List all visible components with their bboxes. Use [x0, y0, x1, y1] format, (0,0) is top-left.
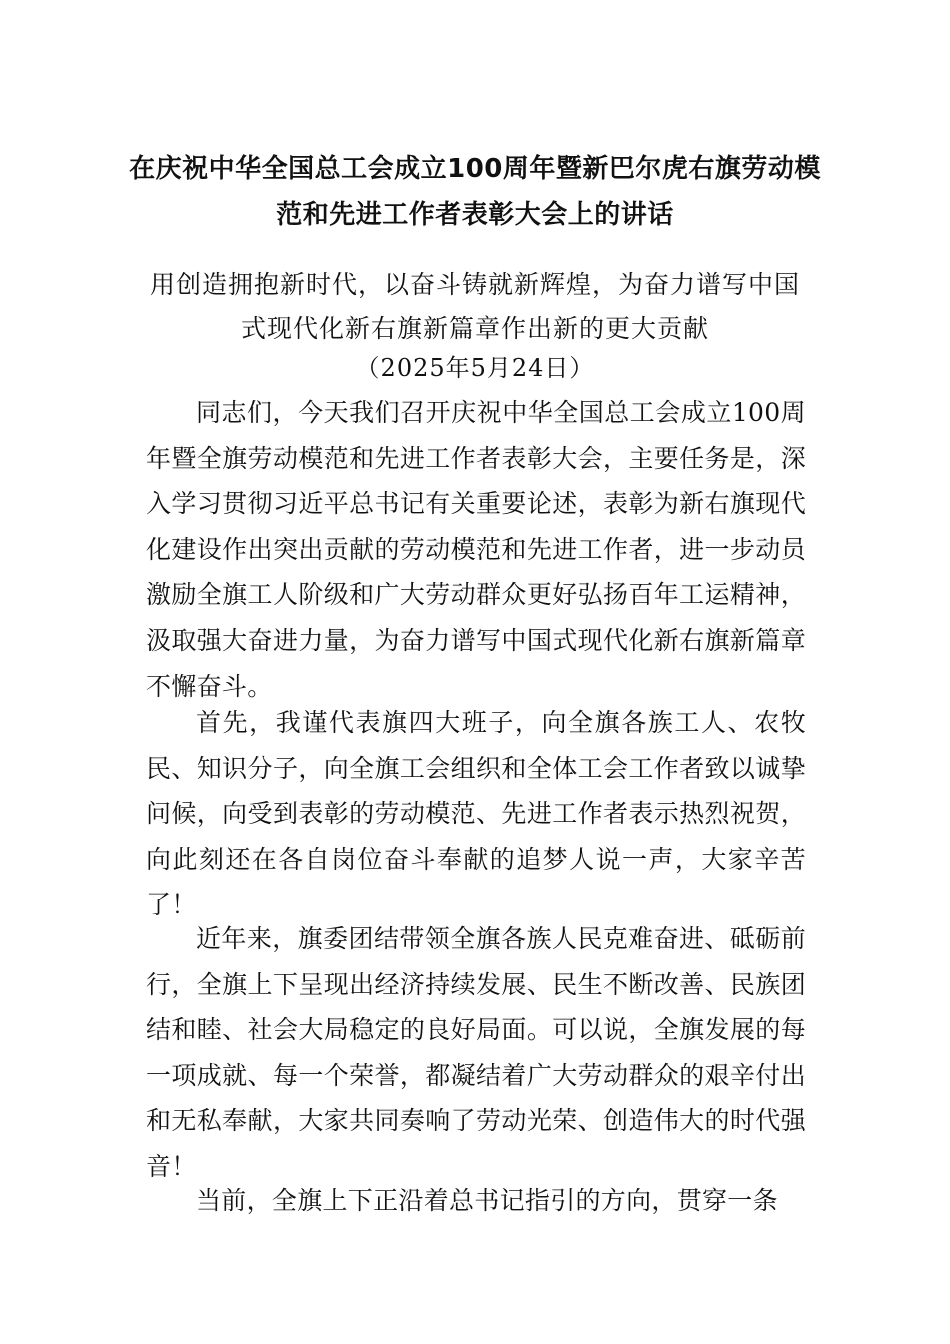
body-paragraph-3: 近年来，旗委团结带领全旗各族人民克难奋进、砥砺前行，全旗上下呈现出经济持续发展、民生不断改善、民族团结和睦、社会大局稳定的良好局面。可以说，全旗发展的每一项成就、每一个荣誉，都凝结着广大劳动群众的艰辛付出和无私奉献，大家共同奏响了劳动光荣、创造伟大的时代强音！ — [146, 924, 806, 1181]
document-title-line-2: 范和先进工作者表彰大会上的讲话 — [276, 200, 674, 230]
document-title-line-1: 在庆祝中华全国总工会成立100周年暨新巴尔虎右旗劳动模 — [129, 154, 821, 184]
body-paragraph-1: 同志们，今天我们召开庆祝中华全国总工会成立100周年暨全旗劳动模范和先进工作者表彰大会，主要任务是，深入学习贯彻习近平总书记有关重要论述，表彰为新右旗现代化建设作出突出贡献的劳动模范和先进工作者，进一步动员激励全旗工人阶级和广大劳动群众更好弘扬百年工运精神，汲取强大奋进力量，为奋力谱写中国式现代化新右旗新篇章不懈奋斗。 — [146, 398, 806, 701]
document-subtitle-line-2: 式现代化新右旗新篇章作出新的更大贡献 — [240, 314, 709, 343]
document-subtitle-line-1: 用创造拥抱新时代，以奋斗铸就新辉煌，为奋力谱写中国 — [149, 270, 800, 299]
body-paragraph-4: 当前，全旗上下正沿着总书记指引的方向，贯穿一条 — [196, 1186, 778, 1215]
speech-date: （2025年5月24日） — [355, 354, 595, 382]
body-paragraph-2: 首先，我谨代表旗四大班子，向全旗各族工人、农牧民、知识分子，向全旗工会组织和全体工会工作者致以诚挚问候，向受到表彰的劳动模范、先进工作者表示热烈祝贺，向此刻还在各自岗位奋斗奉献的追梦人说一声，大家辛苦了！ — [146, 708, 806, 920]
